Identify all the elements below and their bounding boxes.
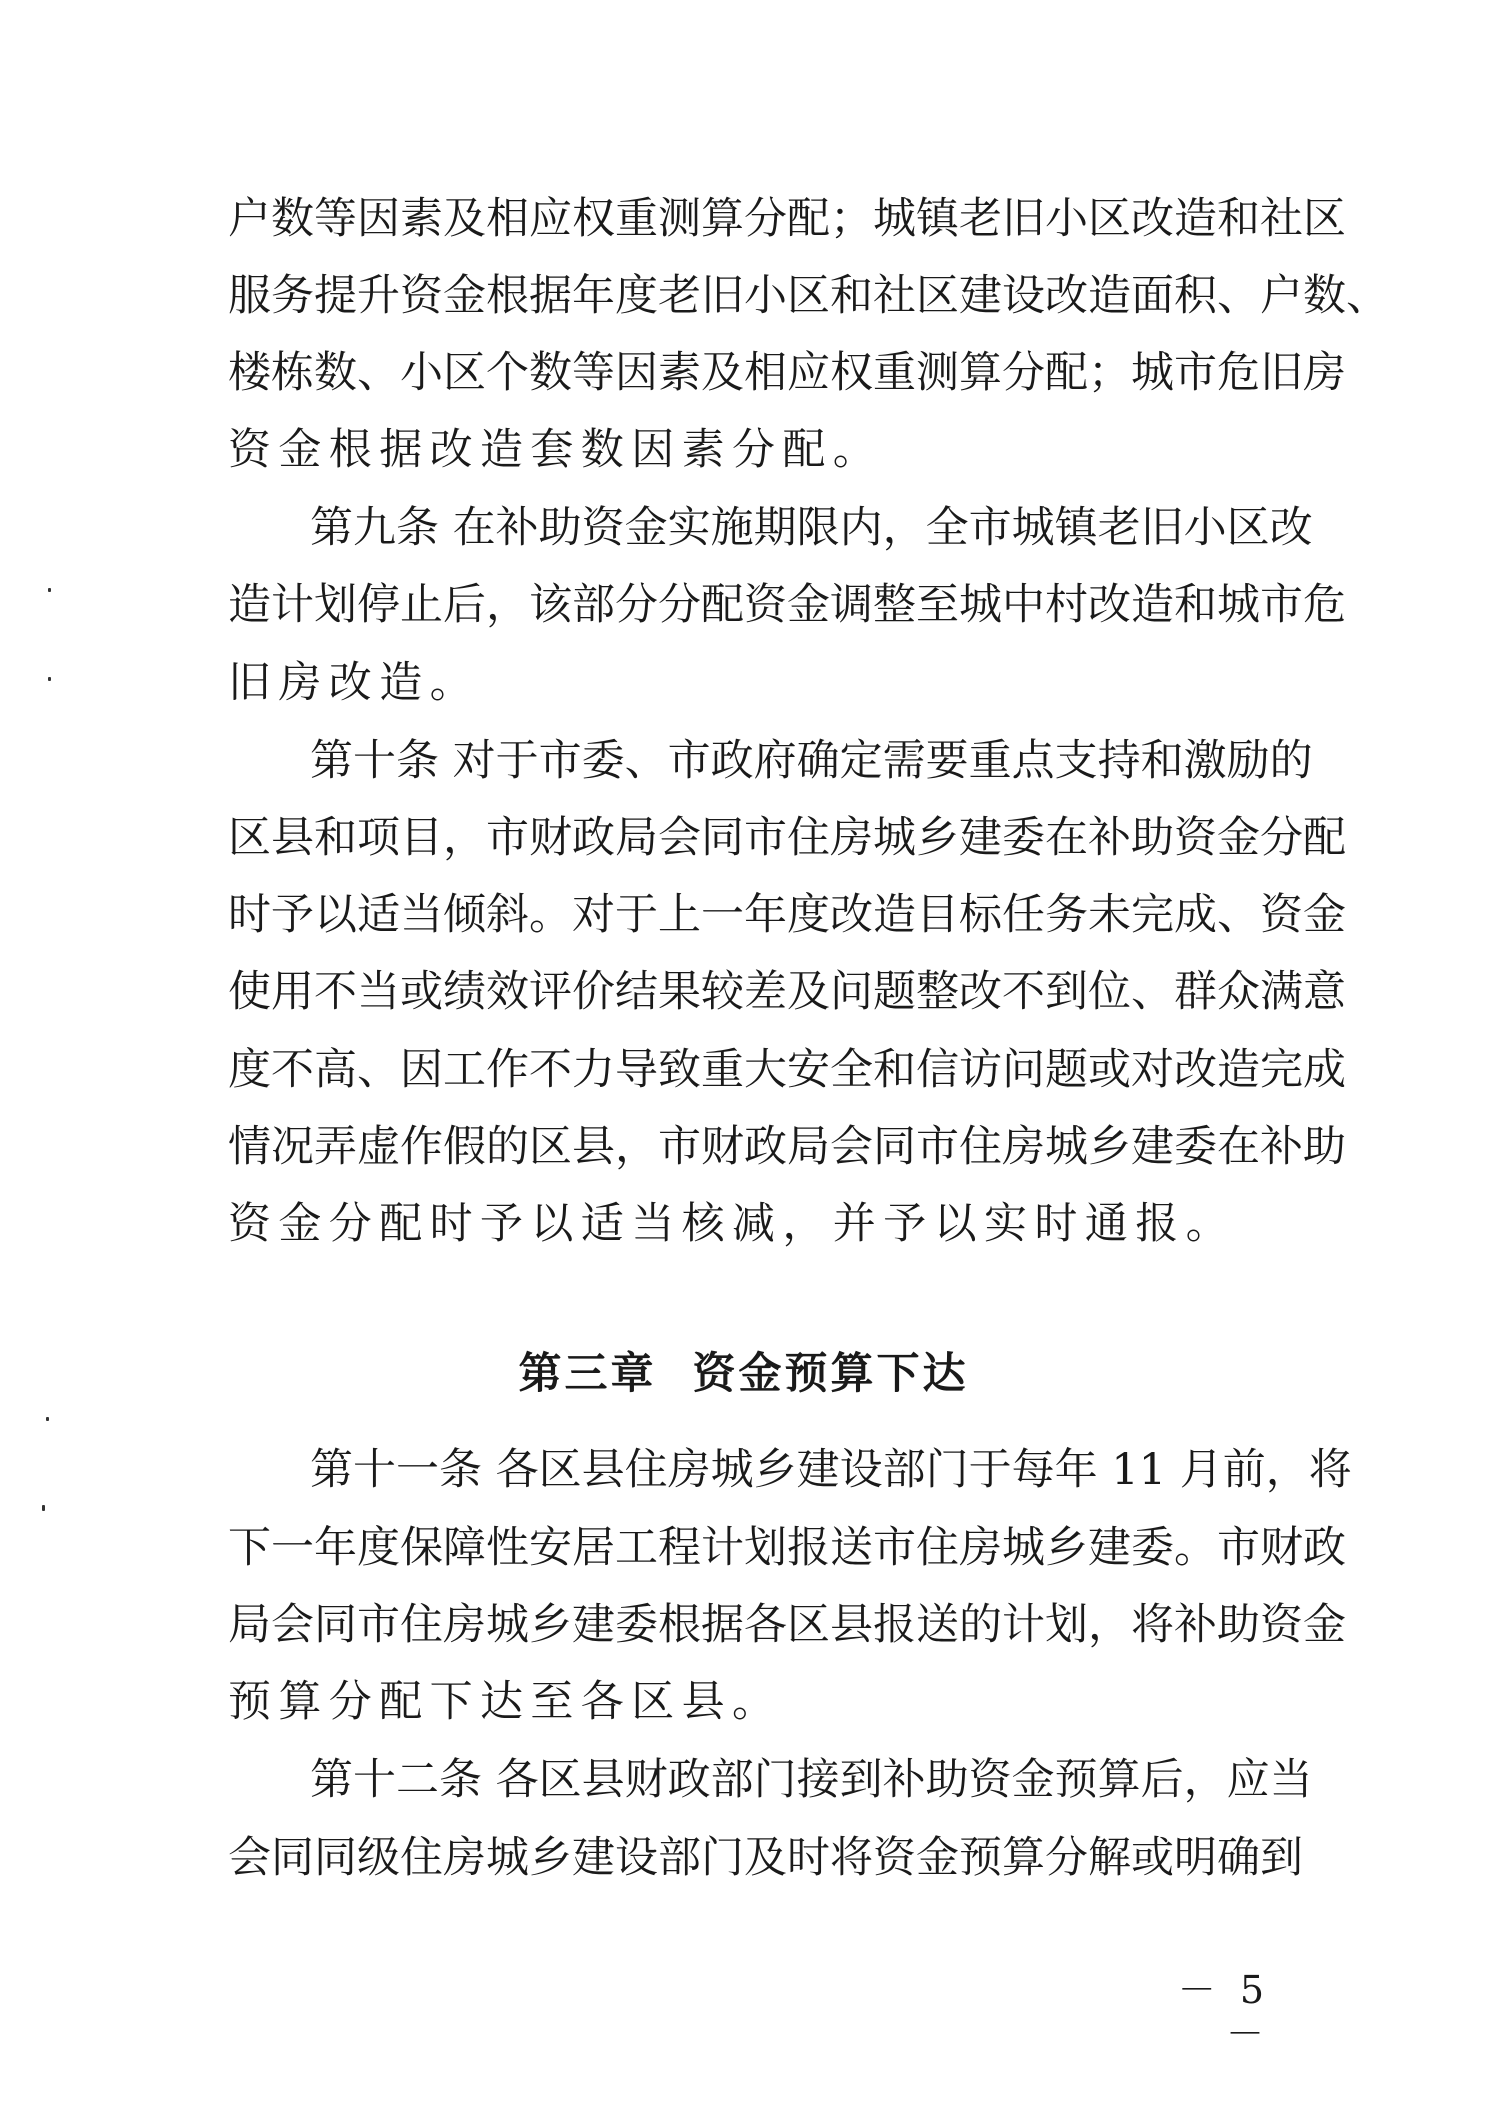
text-line-4: 资金根据改造套数因素分配。 <box>228 425 884 475</box>
article-10-line-1: 第十条 对于市委、市政府确定需要重点支持和激励的 <box>310 736 1313 786</box>
scan-speck <box>48 588 51 592</box>
article-9-line-1: 第九条 在补助资金实施期限内，全市城镇老旧小区改 <box>310 503 1313 553</box>
article-10-line-7: 资金分配时予以适当核减，并予以实时通报。 <box>228 1199 1236 1249</box>
article-10-line-4: 使用不当或绩效评价结果较差及问题整改不到位、群众满意 <box>228 967 1346 1017</box>
text-line-3: 楼栋数、小区个数等因素及相应权重测算分配；城市危旧房 <box>228 348 1346 398</box>
article-9-line-2: 造计划停止后，该部分分配资金调整至城中村改造和城市危 <box>228 580 1346 630</box>
chapter-number: 第三章 <box>518 1349 657 1399</box>
article-10-line-3: 时予以适当倾斜。对于上一年度改造目标任务未完成、资金 <box>228 890 1346 940</box>
scan-speck <box>46 1417 49 1421</box>
scan-speck <box>48 677 51 681</box>
article-10-line-2: 区县和项目，市财政局会同市住房城乡建委在补助资金分配 <box>228 813 1346 863</box>
chapter-title: 资金预算下达 <box>692 1349 969 1399</box>
article-9-line-3: 旧房改造。 <box>228 658 480 708</box>
chapter-heading <box>0 1348 1487 1400</box>
article-11-line-1: 第十一条 各区县住房城乡建设部门于每年 11 月前，将 <box>310 1445 1352 1495</box>
page-number: － 5 － <box>1177 1968 1270 2056</box>
article-10-line-6: 情况弄虚作假的区县，市财政局会同市住房城乡建委在补助 <box>228 1122 1346 1172</box>
scan-speck <box>42 1505 45 1511</box>
text-line-2: 服务提升资金根据年度老旧小区和社区建设改造面积、户数、 <box>228 271 1389 321</box>
article-10-line-5: 度不高、因工作不力导致重大安全和信访问题或对改造完成 <box>228 1045 1346 1095</box>
article-11-line-4: 预算分配下达至各区县。 <box>228 1677 783 1727</box>
text-line-1: 户数等因素及相应权重测算分配；城镇老旧小区改造和社区 <box>228 194 1346 244</box>
article-11-line-3: 局会同市住房城乡建委根据各区县报送的计划，将补助资金 <box>228 1600 1346 1650</box>
article-12-line-1: 第十二条 各区县财政部门接到补助资金预算后，应当 <box>310 1755 1313 1805</box>
article-11-line-2: 下一年度保障性安居工程计划报送市住房城乡建委。市财政 <box>228 1523 1346 1573</box>
article-12-line-2: 会同同级住房城乡建设部门及时将资金预算分解或明确到 <box>228 1833 1303 1883</box>
